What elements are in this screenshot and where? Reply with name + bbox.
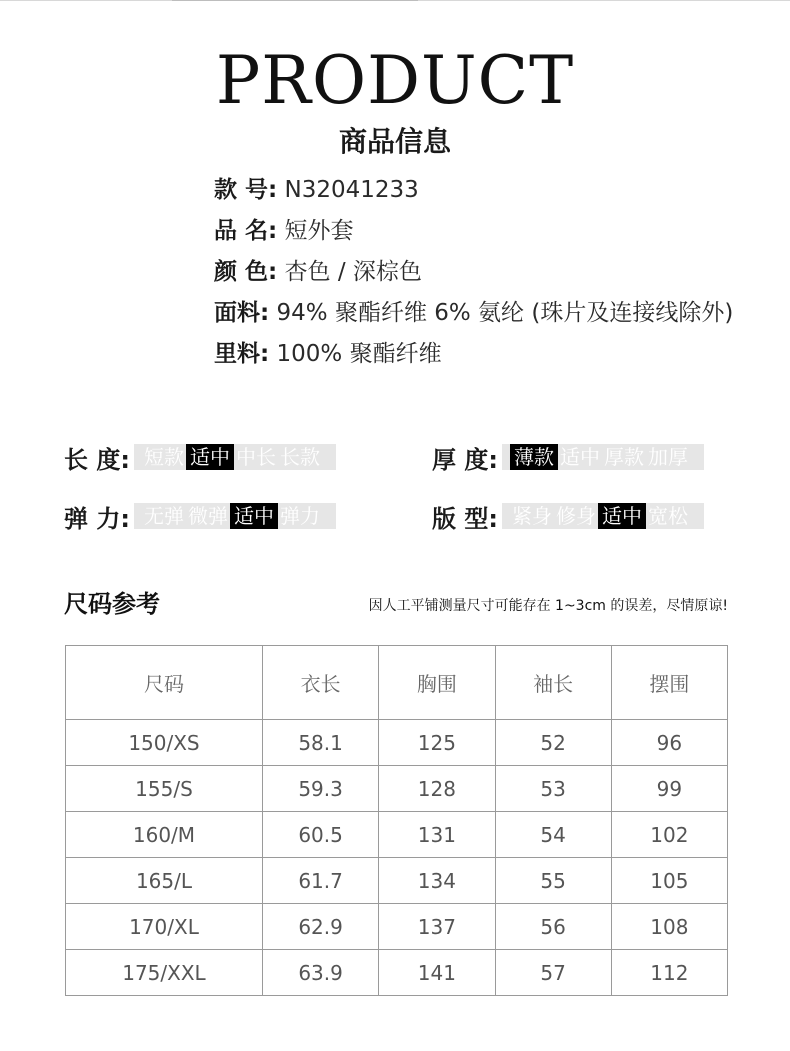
table-cell: 62.9 (262, 904, 378, 950)
info-label: 款 号: (214, 177, 278, 203)
table-cell: 102 (611, 812, 727, 858)
column-header: 尺码 (66, 646, 263, 720)
attr-option: 修身 (555, 504, 596, 528)
column-header: 衣长 (262, 646, 378, 720)
attr-option-selected: 适中 (598, 503, 646, 529)
table-row (66, 904, 728, 950)
table-cell: 108 (611, 904, 727, 950)
table-row (66, 858, 728, 904)
info-label: 面料: (214, 300, 270, 326)
table-cell: 52 (495, 720, 611, 766)
table-cell: 99 (611, 766, 727, 812)
attr-option-selected: 适中 (230, 503, 278, 529)
attr-option: 中长 (235, 445, 276, 469)
table-cell: 53 (495, 766, 611, 812)
info-row-style-number (214, 170, 733, 211)
table-cell: 134 (379, 858, 495, 904)
attr-options (134, 503, 336, 529)
table-header-row (66, 646, 728, 720)
table-cell: 55 (495, 858, 611, 904)
info-value: 94% 聚酯纤维 6% 氨纶 (珠片及连接线除外) (276, 300, 734, 326)
attr-fit (432, 503, 704, 533)
table-cell: 96 (611, 720, 727, 766)
table-cell: 160/M (66, 812, 263, 858)
attr-elasticity (64, 503, 336, 533)
column-header: 袖长 (495, 646, 611, 720)
table-cell: 150/XS (66, 720, 263, 766)
attr-option: 紧身 (511, 504, 552, 528)
column-header: 胸围 (379, 646, 495, 720)
info-row-product-name (214, 211, 733, 252)
table-row (66, 720, 728, 766)
attr-option: 长款 (279, 445, 320, 469)
product-info-title: 商品信息 (338, 125, 451, 158)
table-cell: 59.3 (262, 766, 378, 812)
info-label: 品 名: (214, 218, 278, 244)
table-cell: 165/L (66, 858, 263, 904)
attr-option: 短款 (143, 445, 184, 469)
table-cell: 112 (611, 950, 727, 996)
info-value: N32041233 (284, 177, 419, 203)
table-cell: 61.7 (262, 858, 378, 904)
attr-option-selected: 适中 (186, 444, 234, 470)
attr-options (502, 503, 704, 529)
table-cell: 54 (495, 812, 611, 858)
attr-label: 版 型: (432, 504, 498, 533)
info-value: 杏色 / 深棕色 (284, 259, 422, 285)
info-row-color (214, 252, 733, 293)
column-header: 摆围 (611, 646, 727, 720)
table-row (66, 950, 728, 996)
size-table (65, 645, 728, 996)
info-value: 100% 聚酯纤维 (276, 341, 442, 367)
info-row-fabric (214, 293, 733, 334)
attr-option: 微弹 (187, 504, 228, 528)
table-row (66, 812, 728, 858)
table-cell: 155/S (66, 766, 263, 812)
info-label: 颜 色: (214, 259, 278, 285)
size-chart-note: 因人工平铺测量尺寸可能存在 1~3cm 的误差，尽情原谅! (368, 598, 728, 614)
table-cell: 105 (611, 858, 727, 904)
attr-option: 适中 (559, 445, 600, 469)
table-cell: 131 (379, 812, 495, 858)
attr-thickness (432, 444, 704, 474)
attr-options (502, 444, 704, 470)
attr-options (134, 444, 336, 470)
attr-option: 弹力 (279, 504, 320, 528)
attr-label: 长 度: (64, 445, 130, 474)
table-cell: 141 (379, 950, 495, 996)
table-cell: 125 (379, 720, 495, 766)
table-cell: 58.1 (262, 720, 378, 766)
attr-label: 厚 度: (432, 445, 498, 474)
table-cell: 137 (379, 904, 495, 950)
table-cell: 57 (495, 950, 611, 996)
table-cell: 60.5 (262, 812, 378, 858)
top-divider (0, 0, 790, 1)
table-cell: 175/XXL (66, 950, 263, 996)
size-chart-title: 尺码参考 (64, 590, 160, 618)
attr-option-selected: 薄款 (510, 444, 558, 470)
info-value: 短外套 (284, 218, 354, 244)
attr-option: 无弹 (143, 504, 184, 528)
info-row-lining (214, 334, 733, 375)
table-cell: 170/XL (66, 904, 263, 950)
table-cell: 63.9 (262, 950, 378, 996)
attr-option: 加厚 (647, 445, 688, 469)
attr-option: 厚款 (603, 445, 644, 469)
attr-label: 弹 力: (64, 504, 130, 533)
table-row (66, 766, 728, 812)
product-headline: PRODUCT (215, 42, 575, 119)
info-label: 里料: (214, 341, 270, 367)
attr-option: 宽松 (647, 504, 688, 528)
table-cell: 128 (379, 766, 495, 812)
product-info-list (214, 170, 733, 375)
table-cell: 56 (495, 904, 611, 950)
attr-length (64, 444, 336, 474)
